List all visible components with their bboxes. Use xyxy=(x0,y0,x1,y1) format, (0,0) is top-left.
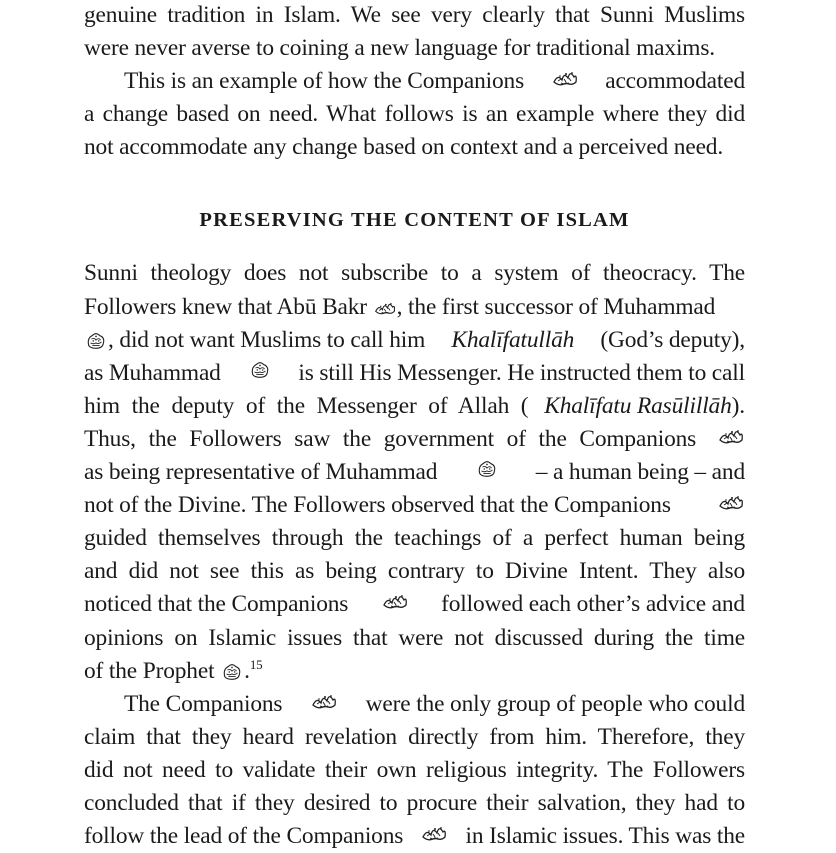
text-segment: in Islamic issues. This was the xyxy=(465,823,745,850)
text-line xyxy=(84,423,745,456)
text-line xyxy=(84,357,745,390)
paragraph-companions-accommodated xyxy=(84,65,745,164)
text-segment: as Muhammad xyxy=(84,359,221,386)
text-segment xyxy=(84,324,425,357)
companions-honorific-icon xyxy=(552,68,578,88)
text-line: claim that they heard revelation directly from him. Therefore, they xyxy=(84,723,745,750)
text-line: Sunni theology does not subscribe to a system of theocracy. The xyxy=(84,260,745,287)
text-segment: , the first successor of Muhammad xyxy=(396,293,716,320)
paragraph-theocracy xyxy=(84,257,745,687)
text-segment: him the deputy of the Messenger of Allah ( xyxy=(84,392,529,419)
text-segment: followed each other’s advice and xyxy=(441,591,745,618)
text-line: were never averse to coining a new language for traditional maxims. xyxy=(84,35,715,62)
text-segment: This is an example of how the Companions xyxy=(124,68,525,95)
text-line: not accommodate any change based on context and a perceived need. xyxy=(84,134,724,161)
text-line: guided themselves through the teachings of a perfect human being xyxy=(84,525,745,552)
text-line xyxy=(84,65,745,98)
abu-bakr-honorific-icon xyxy=(374,298,396,318)
text-segment: , did not want Muslims to call him xyxy=(108,326,426,353)
companions-honorific-icon xyxy=(421,823,447,843)
text-segment: – a human being – and xyxy=(535,459,745,486)
prophet-honorific-icon xyxy=(221,662,243,682)
paragraph-intro-tail xyxy=(84,0,745,65)
text-segment: of the Prophet xyxy=(84,657,215,684)
italic-term: Khalīfatullāh xyxy=(451,326,575,353)
text-line: did not need to validate their own religious integrity. The Followers xyxy=(84,756,745,783)
text-line xyxy=(84,688,745,721)
text-segment: as being representative of Muhammad xyxy=(84,459,438,486)
text-line xyxy=(84,655,745,688)
text-segment: . xyxy=(244,657,250,684)
text-line xyxy=(84,291,745,324)
text-segment: follow the lead of the Companions xyxy=(84,823,404,850)
paragraph-companions-revelation xyxy=(84,688,745,853)
companions-honorific-icon xyxy=(311,691,337,711)
text-segment: were the only group of people who could xyxy=(365,690,745,717)
prophet-honorific-icon xyxy=(85,331,107,351)
text-line xyxy=(84,489,745,522)
prophet-honorific-icon xyxy=(476,459,498,479)
section-heading: PRESERVING THE CONTENT OF ISLAM xyxy=(199,209,630,232)
text-segment: is still His Messenger. He instructed them to call xyxy=(298,359,745,386)
companions-honorific-icon xyxy=(382,591,408,611)
text-line xyxy=(84,820,745,853)
prophet-honorific-icon xyxy=(249,360,271,380)
italic-term: Khalīfatu Rasūlillāh xyxy=(544,392,732,419)
text-segment: Thus, the Followers saw the government of the Companions xyxy=(84,425,697,452)
text-line: genuine tradition in Islam. We see very clearly that Sunni Muslims xyxy=(84,2,745,28)
companions-honorific-icon xyxy=(718,426,744,446)
text-line: a change based on need. What follows is an example where they did xyxy=(84,101,745,128)
book-page xyxy=(84,0,745,853)
text-line xyxy=(84,324,745,357)
text-segment: The Companions xyxy=(124,690,283,717)
text-line: opinions on Islamic issues that were not discussed during the time xyxy=(84,624,745,651)
text-segment xyxy=(544,390,745,423)
companions-honorific-icon xyxy=(718,492,744,512)
text-line: concluded that if they desired to procure their salvation, they had to xyxy=(84,789,745,816)
text-segment: (God’s deputy), xyxy=(600,326,745,353)
footnote-reference[interactable]: 15 xyxy=(249,656,263,672)
text-segment: ). xyxy=(731,392,745,419)
text-line xyxy=(84,456,745,489)
text-segment: Followers knew that Abū Bakr xyxy=(84,293,367,320)
text-segment: accommodated xyxy=(605,68,745,95)
text-line xyxy=(84,390,745,423)
text-segment: not of the Divine. The Followers observed that the Companions xyxy=(84,492,671,519)
text-line: and did not see this as being contrary to Divine Intent. They also xyxy=(84,558,745,585)
text-line xyxy=(84,588,745,621)
text-segment: noticed that the Companions xyxy=(84,591,349,618)
text-segment xyxy=(84,291,715,324)
